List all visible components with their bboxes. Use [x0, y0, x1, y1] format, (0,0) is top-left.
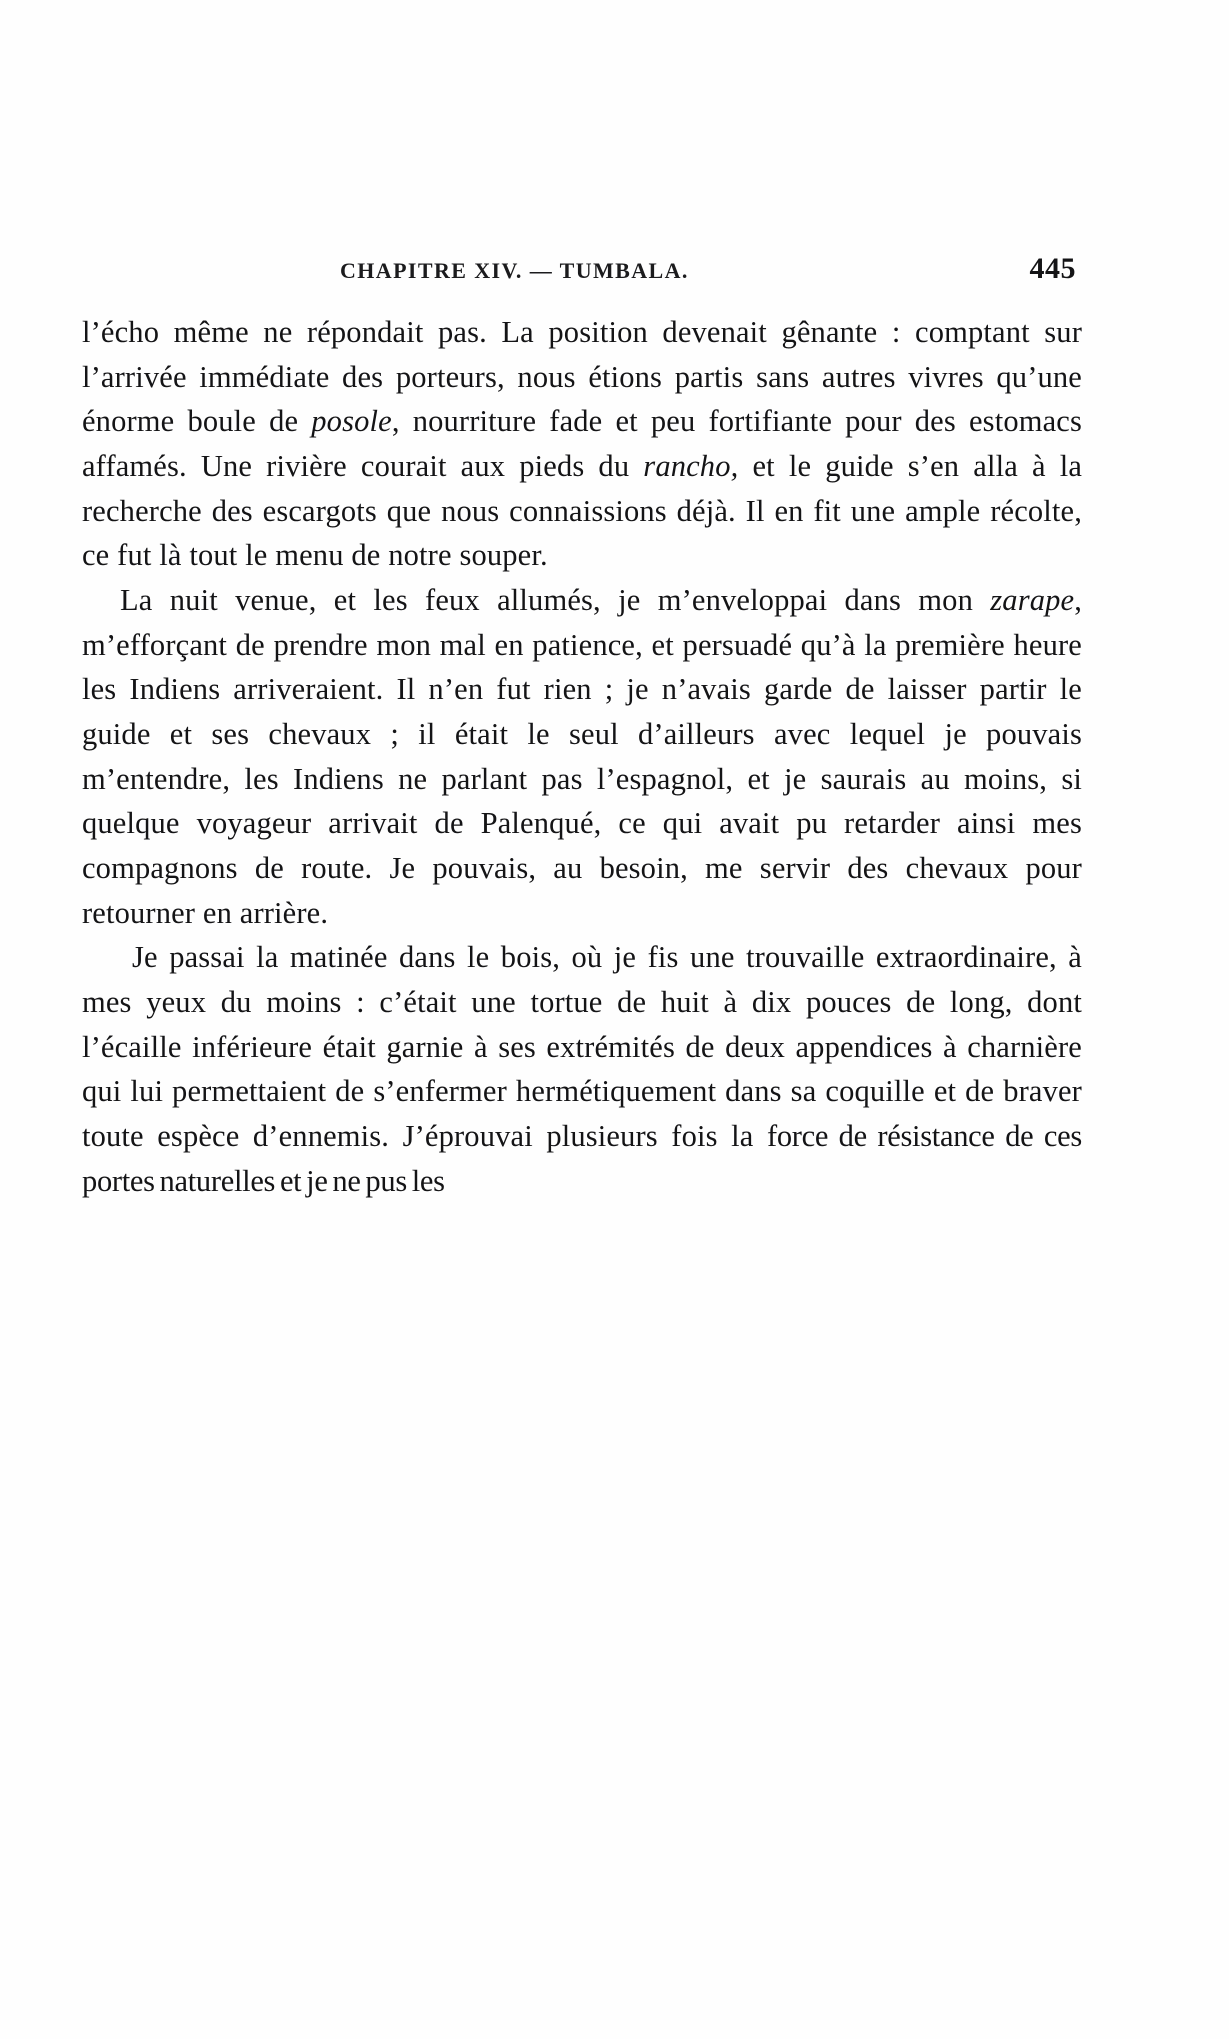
text-run: et le guide s’en alla à la recherche des escargots que nous connaissions déjà. Il en fit une ample récolte, ce fut là tout le menu de notre souper.	[82, 449, 1083, 573]
text-run: Je passai la matinée dans le bois, où je fis une trouvaille extraordinaire, à mes yeux du moins : c’était une tortue de huit à dix pouces de long, dont l’écaille inférieure était garnie à ses extrémités de deux appendices à charnière qui lui permettaient de s’enfermer hermétiquement dans sa coquille et de braver toute espèce d’ennemis. J’éprouvai plusieurs fois la	[82, 940, 1082, 1154]
text-run: , m’efforçant de prendre mon mal en patience, et persuadé qu’à la première heure les Indiens arriveraient. Il n’en fut rien ; je n’avais garde de laisser partir le guide et ses chevaux ; il était le seul d’ailleurs avec lequel je pouvais m’entendre, les Indiens ne parlant pas l’espagnol, et je saurais au moins, si quelque voyageur arrivait de Palenqué, ce qui avait pu retarder ainsi mes compagnons de route. Je pouvais, au besoin, me servir des chevaux pour retourner en arrière.	[82, 583, 1082, 930]
tight-set-line: force de résistance de ces portes naturelles et je ne pus les	[82, 1119, 1082, 1198]
chapter-running-title: CHAPITRE XIV. — TUMBALA.	[340, 258, 689, 283]
body-text	[82, 310, 1082, 1203]
text-run: La nuit venue, et les feux allumés, je m’enveloppai dans mon	[120, 583, 991, 618]
italic-term: zarape	[990, 583, 1075, 618]
page-number: 445	[1029, 252, 1076, 285]
running-head	[82, 252, 1082, 286]
paragraph-1	[82, 310, 1082, 578]
italic-term: posole	[311, 404, 392, 439]
italic-term: rancho,	[643, 449, 739, 484]
text-run: , nourriture fade et peu fortifiante pour des estomacs affamés. Une rivière courait aux pieds du	[82, 404, 1082, 484]
paragraph-2	[82, 578, 1082, 935]
text-run: l’écho même ne répondait pas. La position devenait gênante : comptant sur l’arrivée immédiate des porteurs, nous étions partis sans autres vivres qu’une énorme boule de	[82, 315, 1082, 439]
page-content-area	[82, 252, 1082, 1203]
paragraph-3	[82, 935, 1082, 1203]
